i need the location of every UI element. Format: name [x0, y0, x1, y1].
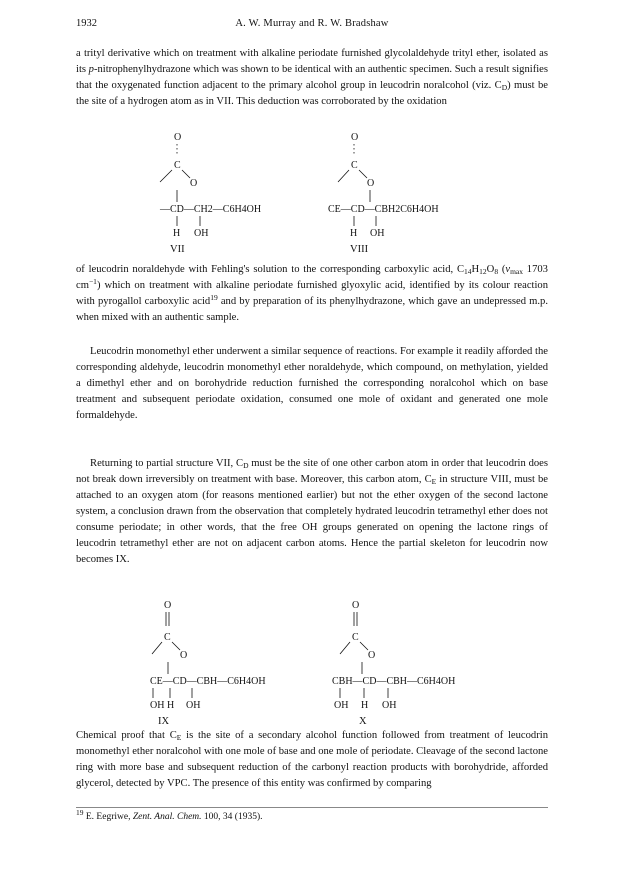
x-hydroxyl-1: OH [334, 700, 349, 711]
structure-vii-drawing [150, 130, 340, 255]
text-segment: a trityl derivative which on treatment with alkaline periodate furnished glycolaldehyde trityl ether, isolated as its [76, 48, 548, 75]
viii-chain: CE—CD—CBH2C6H4OH [328, 204, 439, 215]
viii-carbonyl-carbon: C [351, 160, 358, 171]
paragraph-4 [76, 456, 548, 568]
structure-ix-drawing [150, 598, 350, 726]
vii-right-bond [182, 170, 190, 178]
ix-right-bond [172, 642, 180, 650]
footnote-author: E. Eegriwe, [85, 812, 133, 822]
x-chain: CBH—CD—CBH—C6H4OH [332, 676, 456, 687]
ix-carbonyl-carbon: C [164, 632, 171, 643]
vii-label: VII [170, 244, 185, 255]
footnote [76, 810, 548, 824]
structure-viii-drawing [318, 130, 518, 255]
running-head-authors: A. W. Murray and R. W. Bradshaw [235, 18, 389, 29]
text-segment: −1 [88, 277, 97, 286]
viii-hydroxyl: OH [370, 228, 385, 239]
text-segment: ( [498, 264, 506, 275]
footnote-rule [76, 807, 548, 808]
ix-hydrogen: H [167, 700, 175, 711]
vii-top-oxygen: O [174, 132, 182, 143]
x-hydroxyl-2: OH [382, 700, 397, 711]
text-segment: ) must be the site of a hydrogen atom as in VII. This deduction was corroborated by the oxidation [76, 80, 548, 107]
structure-x-drawing [332, 598, 532, 726]
paragraph-5 [76, 728, 548, 792]
viii-ring-oxygen: O [367, 178, 375, 189]
ix-hydroxyl-2: OH [186, 700, 201, 711]
running-header [76, 18, 548, 34]
viii-hydrogen: H [350, 228, 358, 239]
text-segment: E [431, 477, 437, 486]
footnote-reference: 100, 34 (1935). [201, 812, 263, 822]
vii-ring-oxygen: O [190, 178, 198, 189]
paragraph-1 [76, 46, 548, 110]
text-segment: D [501, 83, 508, 92]
vii-hydrogen: H [173, 228, 181, 239]
viii-top-oxygen: O [351, 132, 359, 143]
structure-viii [318, 130, 518, 253]
vii-chain: —CD—CH2—C6H4OH [160, 204, 262, 215]
text-segment: of leucodrin noraldehyde with Fehling's solution to the corresponding carboxylic acid, C [76, 264, 465, 275]
structure-vii [150, 130, 340, 253]
ix-top-oxygen: O [164, 600, 172, 611]
text-segment: is the site of a secondary alcohol function followed from treatment of leucodrin monomethyl ether noralcohol with one mole of base and one mole of periodate. Cleavage of the second lactone ring with more base and subsequent reduction of the carbonyl reaction products with borohydride, afforded glycerol, detected by VPC. The presence of this entity was confirmed by comparing [76, 730, 548, 789]
ix-label: IX [158, 716, 170, 727]
text-segment: and by preparation of its phenylhydrazone, which gave an undepressed m.p. when mixed with an authentic sample. [76, 296, 548, 323]
text-segment: in structure VIII, must be attached to an oxygen atom (for reasons mentioned earlier) but not the ether oxygen of the second lactone system, a conclusion drawn from the observation that completely hydrated leucodrin tetramethyl ether does not consume periodate; in other words, that the free OH groups generated on opening the lactone rings of leucodrin tetramethyl ether are not on adjacent carbon atoms. Hence the partial skeleton for leucodrin now becomes IX. [76, 474, 548, 565]
text-segment: E [176, 733, 182, 742]
text-segment: 8 [494, 267, 499, 276]
text-segment: Leucodrin monomethyl ether underwent a similar sequence of reactions. For example it readily afforded the corresponding aldehyde, leucodrin monomethyl ether noraldehyde, which compound, on methylation, yielded a dimethyl ether and on borohydride reduction furnished the corresponding noralcohol which on base treatment and subsequent periodate oxidation, consumed one mole of oxidant and generated one mole formaldehyde. [76, 346, 548, 421]
ix-chain: CE—CD—CBH—C6H4OH [150, 676, 266, 687]
ix-ring-oxygen: O [180, 650, 188, 661]
text-segment: p [88, 64, 94, 75]
x-hydrogen: H [361, 700, 369, 711]
text-segment: D [243, 461, 249, 470]
text-segment: 12 [479, 267, 487, 276]
text-segment: O [486, 264, 495, 275]
vii-left-bond [160, 170, 172, 182]
text-segment: Returning to partial structure VII, C [90, 458, 244, 469]
text-segment: 19 [210, 293, 218, 302]
structure-ix [150, 598, 350, 729]
text-segment: max [510, 267, 524, 276]
paragraph-2 [76, 262, 548, 326]
paragraph-3 [76, 344, 548, 424]
vii-carbonyl-carbon: C [174, 160, 181, 171]
x-carbonyl-carbon: C [352, 632, 359, 643]
footnote-number: 19 [76, 808, 84, 817]
text-segment: 1703 cm [76, 264, 548, 291]
viii-label: VIII [350, 244, 369, 255]
x-right-bond [360, 642, 368, 650]
viii-left-bond [338, 170, 349, 182]
x-top-oxygen: O [352, 600, 360, 611]
text-segment: H [471, 264, 480, 275]
text-segment: -nitrophenylhydrazone which was shown to be identical with an authentic specimen. Such a result signifies that the oxygenated function adjacent to the primary alcohol group in leucodrin noralcohol (viz. C [76, 64, 548, 91]
structure-x [332, 598, 532, 729]
text-segment: ν [505, 264, 511, 275]
footnote-journal: Zent. Anal. Chem. [132, 812, 202, 822]
viii-right-bond [359, 170, 367, 178]
x-ring-oxygen: O [368, 650, 376, 661]
vii-hydroxyl: OH [194, 228, 209, 239]
ix-left-bond [152, 642, 162, 654]
text-segment: 14 [464, 267, 472, 276]
text-segment: Chemical proof that C [76, 730, 177, 741]
ix-hydroxyl-1: OH [150, 700, 165, 711]
page-number: 1932 [76, 18, 97, 29]
x-left-bond [340, 642, 350, 654]
x-label: X [359, 716, 367, 727]
text-segment: must be the site of one other carbon atom in order that leucodrin does not break down irreversibly on treatment with base. Moreover, this carbon atom, C [76, 458, 548, 485]
text-segment: ) which on treatment with alkaline periodate furnished glyoxylic acid, identified by its colour reaction with pyrogallol carboxylic acid [76, 280, 548, 307]
